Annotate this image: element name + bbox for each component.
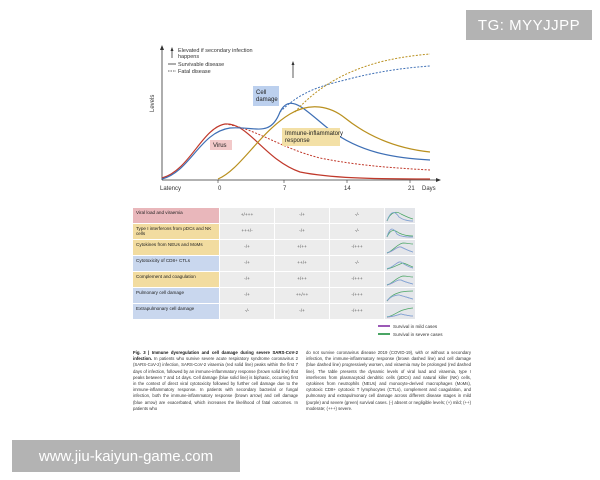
row-trend-plot [384, 240, 415, 255]
legend-label-survivable: Survivable disease [178, 62, 225, 68]
mild-swatch [378, 325, 390, 327]
immune-label-b: response [285, 138, 310, 144]
row-trend-plot [384, 272, 415, 287]
legend-label-secondary-b: happens [178, 54, 200, 60]
table-cell: -/+ [274, 208, 329, 223]
table-cell: ++/+ [274, 256, 329, 271]
caption-left-column [133, 350, 298, 412]
legend-label-fatal: Fatal disease [178, 69, 211, 75]
row-label: Cytokines from NEUs and MoMs [133, 240, 219, 255]
table-cell: +/+++ [219, 208, 274, 223]
figure-caption [133, 350, 471, 412]
table-cell: -/+ [219, 272, 274, 287]
chart-legend [168, 47, 253, 75]
table-cell: -/- [329, 256, 384, 271]
legend-severe-label: Survival in severe cases [393, 331, 443, 337]
reference-trend-line [387, 247, 413, 253]
x-tick-0: 0 [218, 186, 222, 192]
table-cell: -/- [219, 304, 274, 319]
trend-svg [385, 224, 415, 239]
table-cell: -/+++ [329, 304, 384, 319]
table-cell: -/+ [274, 224, 329, 239]
row-trend-plot [384, 224, 415, 239]
table-cell: -/+++ [329, 288, 384, 303]
table-cell: -/+ [219, 288, 274, 303]
reference-trend-line [387, 213, 413, 221]
legend-item-mild [378, 322, 468, 330]
row-trend-plot [384, 304, 415, 319]
legend-label-secondary-a: Elevated if secondary infection [178, 48, 253, 54]
trend-svg [385, 304, 415, 319]
row-label: Pulmonary cell damage [133, 288, 219, 303]
row-trend-plot [384, 288, 415, 303]
table-row [133, 272, 465, 287]
y-axis-label: Levels [150, 94, 156, 112]
legend-mild-label: Survival in mild cases [393, 323, 438, 329]
legend-item-severe [378, 330, 468, 338]
mild-trend-line [387, 280, 413, 285]
severe-trend-line [387, 263, 413, 269]
dynamics-chart-svg [130, 40, 450, 200]
table-cell: +++/- [219, 224, 274, 239]
dynamics-table [133, 208, 465, 320]
severe-swatch [378, 333, 390, 335]
y-axis-arrow-icon [160, 45, 164, 50]
row-trend-plot [384, 208, 415, 223]
row-label: Viral load and viraemia [133, 208, 219, 223]
table-cell: -/+ [274, 304, 329, 319]
row-label: Complement and coagulation [133, 272, 219, 287]
trend-svg [385, 272, 415, 287]
trend-svg [385, 208, 415, 223]
caption-title: Fig. 3 | Immune dysregulation and cell damage during severe SARS-CoV-2 infection. [133, 350, 298, 362]
table-cell: -/+++ [329, 240, 384, 255]
arrow-up-icon [292, 61, 295, 65]
watermark-telegram: TG: MYYJJPP [466, 10, 592, 40]
x-axis-label: Days [422, 186, 436, 192]
reference-trend-line [387, 280, 413, 285]
x-tick-7: 7 [283, 186, 287, 192]
x-tick-latency: Latency [160, 186, 182, 192]
table-cell: -/+ [219, 256, 274, 271]
severe-trend-line [387, 230, 413, 237]
table-legend [378, 322, 468, 342]
cell-damage-label-a: Cell [256, 90, 267, 96]
immune-label-a: Immune-inflammatory [285, 131, 344, 137]
x-axis-arrow-icon [436, 178, 441, 182]
table-cell: +/++ [274, 272, 329, 287]
table-cell: ++/++ [274, 288, 329, 303]
table-cell: -/+ [219, 240, 274, 255]
row-trend-plot [384, 256, 415, 271]
caption-right-text: do not survive coronavirus disease 2019 (COVID-19), with or without a secondary infection, the immune-inflammatory response (brown dashed line) and cell damage (blue dashed line) progressively worsen, and viraemia may be prolonged (red dashed line). The table presents the dynamic levels of viral load and viraemia, type I interferons from plasmacytoid dendritic cells (pDCs) and natural killer (NK) cells, cytokines from neutrophils (NEUs) and monocyte-derived macrophages (MoMs), cytotoxic CD8+ cytotoxic T lymphocytes (CTLs), complement and coagulation, and pulmonary and extrapulmonary cell damage across different disease stages in mild (purple) and severe (green) survival cases. (-) absent or negligible levels; (+) mild; (++) moderate; (+++) severe. [306, 350, 471, 411]
arrow-up-icon [171, 47, 174, 51]
table-cell: -/- [329, 208, 384, 223]
table-cell: -/- [329, 224, 384, 239]
trend-svg [385, 240, 415, 255]
x-tick-21: 21 [408, 186, 415, 192]
severe-trend-line [387, 291, 413, 301]
row-label: Cytotoxicity of CD8+ CTLs [133, 256, 219, 271]
table-cell: -/+++ [329, 272, 384, 287]
cell-damage-label-box [253, 86, 279, 106]
trend-svg [385, 256, 415, 271]
dynamics-chart [130, 40, 450, 200]
row-label: Type I interferons from pDCs and NK cells [133, 224, 219, 239]
virus-label: Virus [213, 143, 227, 149]
caption-left-text: In patients who survive severe acute respiratory syndrome coronavirus 2 (SARS-CoV-2) infection, SARS-CoV-2 viraemia (red solid line) peaks within the first 7 days of infection, followed by an immune-inflammatory response (brown solid line) that peaks between 7 and 14 days. Cell damage (blue solid line) is biphasic, occurring first in the context of direct viral cytotoxicity followed by further cell damage due to the immune-inflammatory response. In patients with secondary bacterial or fungal infection, both the immune-inflammatory response (brown arrow) and cell damage (blue arrow) are exacerbated, which increases the likelihood of fatal outcomes. In patients who [133, 356, 298, 411]
table-row [133, 208, 465, 223]
cell-damage-label-b: damage [256, 97, 278, 103]
x-tick-14: 14 [344, 186, 351, 192]
table-row [133, 288, 465, 303]
cell-damage-curve-dashed [280, 66, 430, 112]
trend-svg [385, 288, 415, 303]
reference-trend-line [387, 314, 413, 317]
table-row [133, 240, 465, 255]
table-cell: +/++ [274, 240, 329, 255]
table-row [133, 224, 465, 239]
mild-trend-line [387, 247, 413, 253]
immune-curve-dashed [295, 54, 430, 112]
table-row [133, 256, 465, 271]
table-row [133, 304, 465, 319]
caption-right-column [306, 350, 471, 412]
watermark-url: www.jiu-kaiyun-game.com [12, 440, 240, 472]
row-label: Extrapulmonary cell damage [133, 304, 219, 319]
